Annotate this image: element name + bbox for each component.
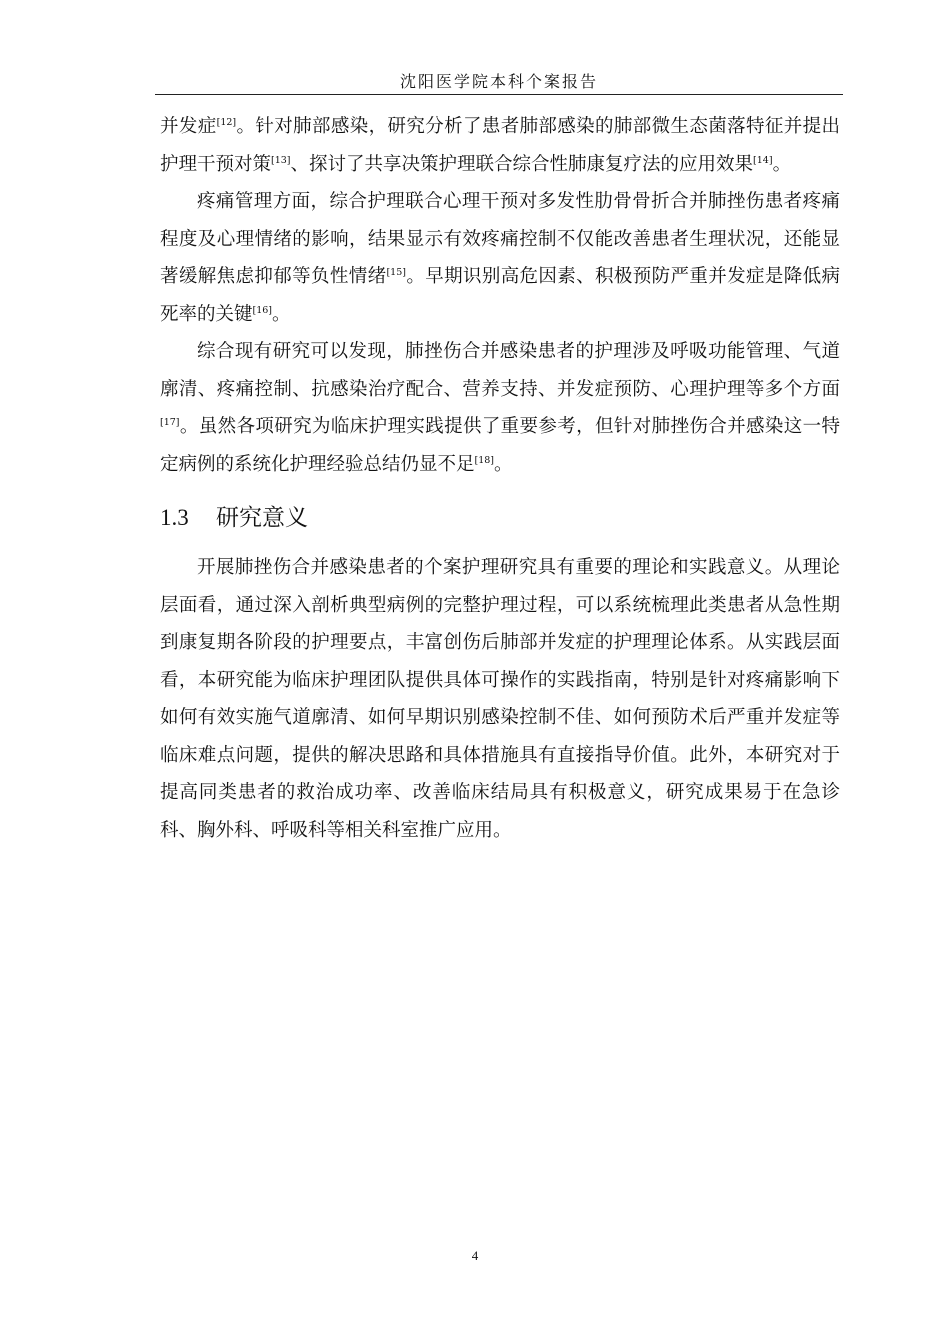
text-run: 。 bbox=[494, 453, 513, 475]
running-header: 沈阳医学院本科个案报告 bbox=[399, 72, 598, 91]
text-run: 。针对肺部感染，研究分析了患者肺部感染的肺部微生态菌落特征并提出护理干预对策 bbox=[160, 116, 840, 175]
section-heading bbox=[160, 501, 840, 535]
citation-ref: [17] bbox=[160, 416, 180, 428]
paragraph-3 bbox=[160, 333, 840, 483]
section-number: 1.3 bbox=[160, 505, 189, 530]
citation-ref: [12] bbox=[216, 116, 237, 128]
text-run: 综合现有研究可以发现，肺挫伤合并感染患者的护理涉及呼吸功能管理、气道廓清、疼痛控制、抗感染治疗配合、营养支持、并发症预防、心理护理等多个方面 bbox=[160, 341, 840, 400]
text-run: 并发症 bbox=[160, 116, 217, 137]
citation-ref: [18] bbox=[474, 454, 495, 466]
text-run: 。虽然各项研究为临床护理实践提供了重要参考，但针对肺挫伤合并感染这一特定病例的系统化护理经验总结仍显不足 bbox=[160, 416, 840, 475]
page-number: 4 bbox=[471, 1248, 479, 1263]
text-run: 、探讨了共享决策护理联合综合性肺康复疗法的应用效果 bbox=[290, 153, 754, 175]
text-run: 。 bbox=[772, 153, 792, 175]
citation-ref: [15] bbox=[386, 266, 406, 278]
text-run: 。早期识别高危因素、积极预防严重并发症是降低病死率的关键 bbox=[160, 266, 840, 325]
header-rule bbox=[155, 94, 843, 95]
citation-ref: [16] bbox=[252, 304, 273, 316]
paragraph-2 bbox=[160, 183, 840, 333]
section-paragraph: 开展肺挫伤合并感染患者的个案护理研究具有重要的理论和实践意义。从理论层面看，通过深入剖析典型病例的完整护理过程，可以系统梳理此类患者从急性期到康复期各阶段的护理要点，丰富创伤后肺部并发症的护理理论体系。从实践层面看，本研究能为临床护理团队提供具体可操作的实践指南，特别是针对疼痛影响下如何有效实施气道廓清、如何早期识别感染控制不佳、如何预防术后严重并发症等临床难点问题，提供的解决思路和具体措施具有直接指导价值。此外，本研究对于提高同类患者的救治成功率、改善临床结局具有积极意义，研究成果易于在急诊科、胸外科、呼吸科等相关科室推广应用。 bbox=[160, 557, 840, 841]
text-run: 疼痛管理方面，综合护理联合心理干预对多发性肋骨骨折合并肺挫伤患者疼痛程度及心理情绪的影响，结果显示有效疼痛控制不仅能改善患者生理状况，还能显著缓解焦虑抑郁等负性情绪 bbox=[160, 191, 840, 287]
citation-ref: [13] bbox=[271, 154, 291, 166]
section-title: 研究意义 bbox=[216, 505, 308, 531]
paragraph-1 bbox=[160, 108, 840, 183]
text-run: 。 bbox=[272, 303, 291, 325]
body-text bbox=[160, 108, 840, 849]
citation-ref: [14] bbox=[753, 154, 773, 166]
